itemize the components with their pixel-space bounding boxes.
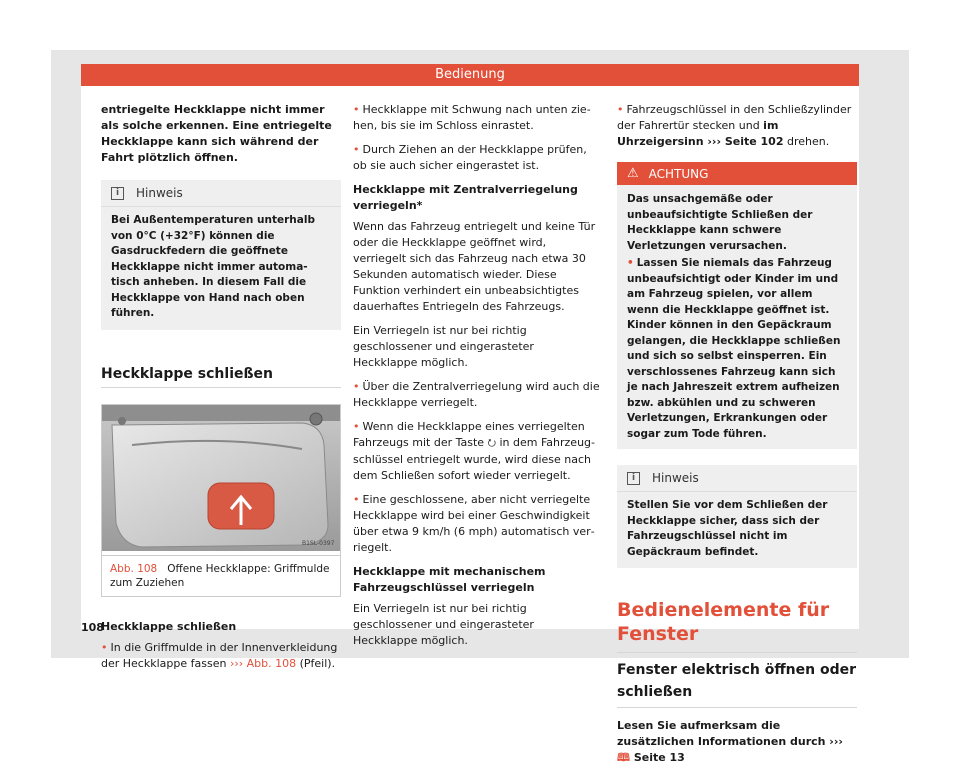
section-subtitle: Fenster elektrisch öffnen oder schließen <box>617 657 857 708</box>
note-text: Lesen Sie aufmerksam die zusätzlichen Informationen durch ››› <box>617 719 843 748</box>
big-title-block <box>617 598 857 653</box>
bullet-text: Fahrzeugschlüssel in den Schließzylinder der Fahrertür stecken und <box>617 103 852 132</box>
paragraph: Wenn das Fahrzeug entriegelt und keine Tür oder die Heckklappe geöffnet wird, verriegelt sich das Fahrzeug nach etwa 30 Sekunden automatisch wieder. Diese Funktion verhindert ein unbeabsichtigtes dauerhaftes Entriegeln des Fahrzeugs. <box>353 220 596 313</box>
hinweis-body: Stellen Sie vor dem Schließen der Heckklappe sicher, dass sich der Fahrzeugschlüssel nicht im Gepäckraum befindet. <box>627 499 828 558</box>
column-1 <box>101 102 341 680</box>
bullet-text: Über die Zentralverriegelung wird auch die Heckklappe verriegelt. <box>353 380 600 409</box>
achtung-header <box>617 162 857 185</box>
bullet-item: • Eine geschlossene, aber nicht verriegelte Heckklappe wird bei einer Geschwindigkeit über etwa 9 km/h (6 mph) automatisch verriegelt. <box>353 493 595 554</box>
achtung-bullet: • Lassen Sie niemals das Fahrzeug unbeaufsichtigt oder Kinder im und am Fahrzeug spielen, vor allem wenn die Heckklappe geöffnet ist. Kinder können in den Gepäckraum gelangen, die Heckklappe schließen und sich so selbst einsperren. Ein verschlossenes Fahrzeug kann sich je nach Jahreszeit extrem aufheizen bzw. abkühlen und zu schweren Verletzungen, Erkrankungen oder sogar zum Tode führen. <box>627 257 841 440</box>
figure-image <box>102 405 340 551</box>
manual-page <box>81 64 859 764</box>
bullet-item: • Heckklappe mit Schwung nach unten ziehen, bis sie im Schloss einrastet. <box>353 103 591 132</box>
bullet-text: Durch Ziehen an der Heckklappe prüfen, ob sie auch sicher eingerastet ist. <box>353 143 587 172</box>
book-icon: 🕮 <box>617 751 630 764</box>
chapter-title: Bedienelemente für Fenster <box>617 599 830 645</box>
intro-warning-text: entriegelte Heckklappe nicht immer als solche erkennen. Eine entriegelte Heckklappe kann sich während der Fahrt plötzlich öffnen. <box>101 103 332 164</box>
key-unlock-icon: ⭮ <box>487 438 496 449</box>
achtung-title: ACHTUNG <box>648 166 709 181</box>
figure-link[interactable]: ››› Abb. 108 <box>229 656 297 670</box>
hinweis-box-2 <box>617 465 857 568</box>
hinweis-title: Hinweis <box>652 471 699 485</box>
figure-label: Abb. 108 <box>110 562 158 575</box>
hinweis-header <box>101 180 341 207</box>
bullet-text: Heckklappe mit Schwung nach unten ziehen, bis sie im Schloss einrastet. <box>353 103 591 132</box>
section-title: Heckklappe schließen <box>101 366 341 388</box>
bullet-text: Eine geschlossene, aber nicht verriegelte Heckklappe wird bei einer Geschwindigkeit über etwa 9 km/h (6 mph) automatisch verriegelt. <box>353 493 595 554</box>
info-icon: i <box>111 187 124 200</box>
page-link-13[interactable]: Seite 13 <box>633 751 685 764</box>
column-3 <box>617 102 857 774</box>
figure-caption-text: Offene Heckklappe: Griffmulde zum Zuziehen <box>110 562 330 589</box>
achtung-paragraph: Das unsachgemäße oder unbeaufsichtigte Schließen der Heckklappe kann schwere Verletzungen verursachen. <box>627 193 813 252</box>
hinweis-header <box>617 465 857 492</box>
header-title: Bedienung <box>435 67 505 82</box>
bullet-item: • Durch Ziehen an der Heckklappe prüfen, ob sie auch sicher eingerastet ist. <box>353 143 587 172</box>
paragraph: Ein Verriegeln ist nur bei richtig geschlossener und eingerasteter Heckklappe möglich. <box>353 602 534 647</box>
bullet-text-end: in dem Fahrzeugschlüssel entriegelt wurde, wird diese nach dem Schließen sofort wieder verriegelt. <box>353 436 596 482</box>
info-icon: i <box>627 472 640 485</box>
hinweis-body: Bei Außentemperaturen unterhalb von 0°C (+32°F) können die Gasdruckfedern die geöffnete Heckklappe nicht immer automatisch anheben. In diesem Fall die Heckklappe von Hand nach oben führen. <box>111 214 315 319</box>
hinweis-box <box>101 180 341 330</box>
page-number: 108 <box>81 621 104 634</box>
header-bar <box>81 64 859 86</box>
bullet-text: In die Griffmulde in der Innenverkleidung der Heckklappe fassen <box>101 640 338 670</box>
warning-triangle-icon: ⚠ <box>627 166 639 181</box>
achtung-box <box>617 162 857 449</box>
figure-caption <box>102 555 340 596</box>
achtung-bullet-text: Lassen Sie niemals das Fahrzeug unbeaufsichtigt oder Kinder im und am Fahrzeug spielen, vor allem wenn die Heckklappe geöffnet ist. Kinder können in den Gepäckraum gelangen, die Heckklappe schließen und sich so selbst einsperren. Ein verschlossenes Fahrzeug kann sich je nach Jahreszeit extrem aufheizen bzw. abkühlen und zu schweren Verletzungen, Erkrankungen oder sogar zum Tode führen. <box>627 257 841 440</box>
bullet-item: • Wenn die Heckklappe eines verriegelten Fahrzeugs mit der Taste ⭮ in dem Fahrzeugschlüssel entriegelt wurde, wird diese nach dem Schließen sofort wieder verriegelt. <box>353 420 596 482</box>
info-note <box>617 718 857 766</box>
hinweis-title: Hinweis <box>136 186 183 200</box>
bullet-item: • Über die Zentralverriegelung wird auch die Heckklappe verriegelt. <box>353 380 600 409</box>
figure-108 <box>101 404 341 597</box>
bullet-griffmulde: • In die Griffmulde in der Innenverkleidung der Heckklappe fassen ››› Abb. 108 (Pfeil). <box>101 640 338 670</box>
page-link[interactable]: im Uhrzeigersinn ››› Seite 102 <box>617 119 784 148</box>
heading-mechanisch: Heckklappe mit mechanischem Fahrzeugschlüssel verriegeln <box>353 565 546 594</box>
heading-zentralverriegelung: Heckklappe mit Zentralverriegelung verriegeln* <box>353 183 578 212</box>
paragraph: Ein Verriegeln ist nur bei richtig geschlossener und eingerasteter Heckklappe möglich. <box>353 324 534 369</box>
bullet-item: • Fahrzeugschlüssel in den Schließzylinder der Fahrertür stecken und im Uhrzeigersinn ››› Seite 102 drehen. <box>617 103 852 148</box>
bullet-text: Wenn die Heckklappe eines verriegelten Fahrzeugs mit der Taste <box>353 420 585 449</box>
subheading-heckklappe: Heckklappe schließen <box>101 619 237 633</box>
achtung-body <box>617 185 857 449</box>
bullet-text-end: (Pfeil). <box>296 656 336 670</box>
bullet-text-end: drehen. <box>783 135 830 148</box>
figure-code: B1SL-0397 <box>302 539 335 547</box>
column-2 <box>353 102 601 657</box>
